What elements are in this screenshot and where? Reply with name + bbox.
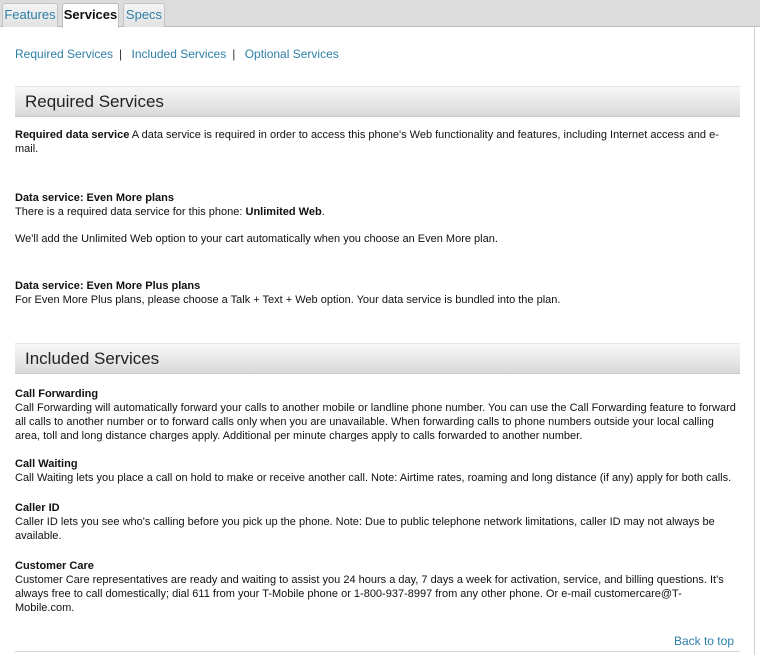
required-data-heading: Required data service xyxy=(15,129,130,141)
optional-services-link[interactable]: Optional Services xyxy=(244,47,339,61)
included-services-link[interactable]: Included Services xyxy=(131,47,227,61)
back-to-top-link[interactable]: Back to top xyxy=(673,634,734,648)
included-services-heading: Included Services xyxy=(15,343,740,374)
divider xyxy=(15,651,740,652)
caller-id-text: Caller ID lets you see who's calling before you pick up the phone. Note: Due to public telephone network limitations, caller ID may not always be available. xyxy=(15,516,715,542)
services-content xyxy=(0,27,755,655)
even-more-note-text: We'll add the Unlimited Web option to your cart automatically when you choose an Even More plan. xyxy=(15,233,498,245)
tab-features[interactable]: Features xyxy=(2,3,58,27)
required-services-heading: Required Services xyxy=(15,86,740,117)
link-separator: | xyxy=(232,47,236,61)
even-more-text: There is a required data service for this phone: xyxy=(15,206,246,218)
link-separator: | xyxy=(119,47,123,61)
even-more-plus-block xyxy=(15,279,740,307)
required-services-link[interactable]: Required Services xyxy=(15,47,114,61)
tab-strip xyxy=(0,0,760,27)
even-more-plans-block xyxy=(15,191,740,219)
call-forwarding-text: Call Forwarding will automatically forward your calls to another mobile or landline phone number. You can use the Call Forwarding feature to forward all calls to another number or to forward calls only when you are unavailable. When forwarding calls to phone numbers outside your local calling area, toll and long distance charges apply. Additional per minute charges apply to calls forwarded to another number. xyxy=(15,402,736,442)
tab-services[interactable]: Services xyxy=(62,3,119,28)
even-more-text-end: . xyxy=(321,206,325,218)
required-data-service-text xyxy=(15,128,740,156)
even-more-note xyxy=(15,232,740,246)
even-more-plus-heading: Data service: Even More Plus plans xyxy=(15,280,201,292)
unlimited-web-label: Unlimited Web xyxy=(245,206,322,218)
call-waiting-block xyxy=(15,457,740,485)
tab-specs[interactable]: Specs xyxy=(123,3,165,27)
section-anchor-links xyxy=(15,47,339,61)
call-waiting-heading: Call Waiting xyxy=(15,458,78,470)
caller-id-heading: Caller ID xyxy=(15,502,60,514)
call-forwarding-block xyxy=(15,387,740,443)
customer-care-heading: Customer Care xyxy=(15,560,94,572)
caller-id-block xyxy=(15,501,740,543)
customer-care-text: Customer Care representatives are ready and waiting to assist you 24 hours a day, 7 days a week for activation, service, and billing questions. It's always free to call domestically; dial 611 from your T-Mobile phone or 1-800-937-8997 from any other phone. Or e-mail customercare@T-Mobile.com. xyxy=(15,574,724,614)
call-forwarding-heading: Call Forwarding xyxy=(15,388,99,400)
customer-care-block xyxy=(15,559,740,615)
required-data-description: A data service is required in order to access this phone's Web functionality and features, including Internet access and e-mail. xyxy=(15,129,719,155)
even-more-plus-text: For Even More Plus plans, please choose a Talk + Text + Web option. Your data service is bundled into the plan. xyxy=(15,294,561,306)
even-more-heading: Data service: Even More plans xyxy=(15,192,174,204)
call-waiting-text: Call Waiting lets you place a call on hold to make or receive another call. Note: Airtime rates, roaming and long distance (if any) apply for both calls. xyxy=(15,472,732,484)
